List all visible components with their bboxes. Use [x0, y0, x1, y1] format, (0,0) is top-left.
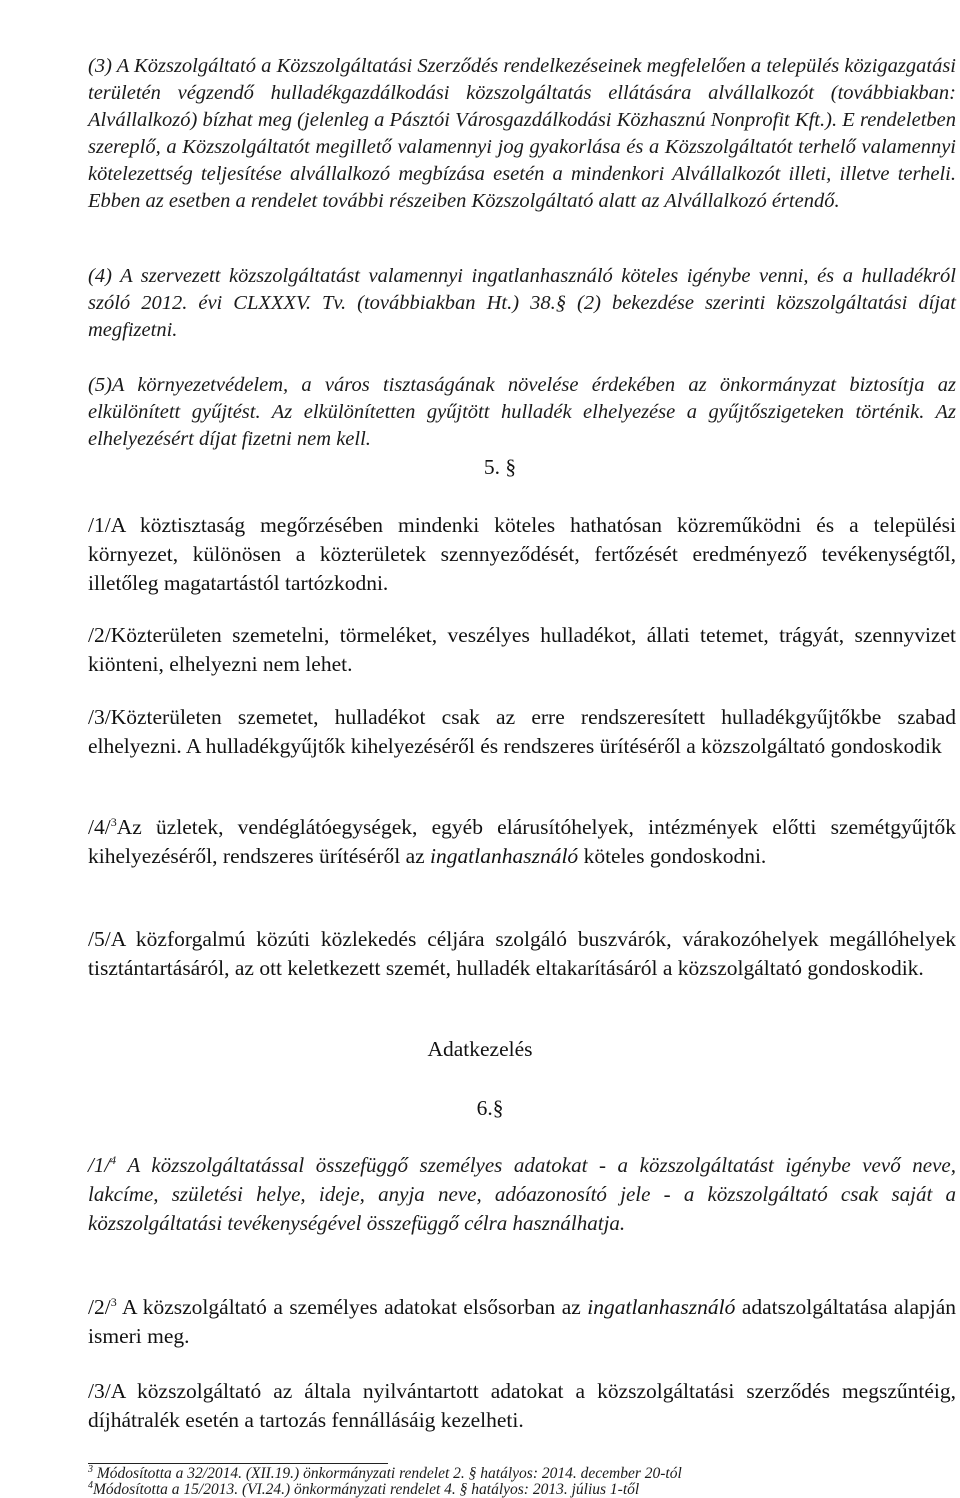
- section-6-paragraph-1-text: A közszolgáltatással összefüggő személyes adatokat - a közszolgáltatást igénybe vevő neve, lakcíme, születési helye, ideje, anyja neve, adóazonosító jele - a közszolgáltató csak saját a közszolgáltatási tevékenységével összefüggő célra használhatja.: [88, 1153, 956, 1235]
- section-6-paragraph-2: [88, 1293, 956, 1351]
- footnote-divider: [88, 1463, 388, 1464]
- paragraph-4-prefix: /4/: [88, 815, 111, 839]
- footnote-4-text: Módosította a 15/2013. (VI.24.) önkormányzati rendelet 4. § hatályos: 2013. július 1-től: [93, 1481, 640, 1498]
- section-5-paragraph-1: /1/A köztisztaság megőrzésében mindenki köteles hathatósan közreműködni és a települési környezet, különösen a közterületek szennyeződését, fertőzését eredményező tevékenységtől, illetőleg magatartástól tartózkodni.: [88, 513, 956, 595]
- section-6-number: 6.§: [476, 1096, 504, 1120]
- section-5-paragraph-3: /3/Közterületen szemetet, hulladékot csak az erre rendszeresített hulladékgyűjtőkbe szabad elhelyezni. A hulladékgyűjtők kihelyezéséről és rendszeres ürítéséről a közszolgáltató gondoskodik: [88, 705, 956, 758]
- paragraph-3: (3) A Közszolgáltató a Közszolgáltatási Szerződés rendelkezéseinek megfelelően a település közigazgatási területén végzendő hulladékgazdálkodási közszolgáltatás ellátására alvállalkozót (továbbiakban: Alvállalkozó) bízhat meg (jelenleg a Pásztói Városgazdálkodási Közhasznú Nonprofit Kft.). E rendeletben szereplő, a Közszolgáltatót megillető valamennyi jog gyakorlása és a Közszolgáltatót terhelő valamennyi kötelezettség teljesítése alvállalkozó megbízása esetén a mindenkori Alvállalkozót illeti, illetve terheli. Ebben az esetben a rendelet további részeiben Közszolgáltató alatt az Alvállalkozó értendő.: [88, 55, 956, 212]
- footnote-3-mark: 3: [88, 1463, 93, 1475]
- section-6-paragraph-2-emphasis: ingatlanhasználó: [587, 1295, 736, 1319]
- footnote-ref-4: 4: [110, 1153, 117, 1167]
- section-6-paragraph-1: [88, 1151, 956, 1238]
- section-5-paragraph-2: /2/Közterületen szemetelni, törmeléket, veszélyes hulladékot, állati tetemet, trágyát, szennyvizet kiönteni, elhelyezni nem lehet.: [88, 623, 956, 676]
- footnote-ref-3b: 3: [110, 1294, 117, 1309]
- paragraph-5: (5)A környezetvédelem, a város tisztaságának növelése érdekében az önkormányzat biztosítja az elkülönített gyűjtést. Az elkülönítetten gyűjtött hulladék elhelyezése a gyűjtőszigeteken történik. Az elhelyezésért díjat fizetni nem kell.: [88, 374, 956, 450]
- footnote-4: [88, 1481, 956, 1498]
- section-6-paragraph-2-prefix: /2/: [88, 1295, 111, 1319]
- section-6-paragraph-3: /3/A közszolgáltató az általa nyilvántartott adatokat a közszolgáltatási szerződés megszűntéig, díjhátralék esetén a tartozás fennállásáig kezelheti.: [88, 1379, 956, 1432]
- footnote-3-text: Módosította a 32/2014. (XII.19.) önkormányzati rendelet 2. § hatályos: 2014. december 20-tól: [96, 1465, 682, 1482]
- section-5-paragraph-4: [88, 813, 956, 871]
- section-5-number: 5. §: [483, 455, 517, 479]
- paragraph-4-text-b: köteles gondoskodni.: [578, 844, 767, 868]
- paragraph-4-emphasis: ingatlanhasználó: [430, 844, 579, 868]
- footnote-4-mark: 4: [88, 1479, 93, 1491]
- section-heading: Adatkezelés: [427, 1037, 533, 1061]
- section-6-paragraph-1-prefix: /1/: [88, 1153, 111, 1177]
- paragraph-4: (4) A szervezett közszolgáltatást valamennyi ingatlanhasználó köteles igénybe venni, és a hulladékról szóló 2012. évi CLXXXV. Tv. (továbbiakban Ht.) 38.§ (2) bekezdése szerinti közszolgáltatási díjat megfizetni.: [88, 265, 956, 341]
- section-6-paragraph-2-text-b: adatszolgáltatása alapján ismeri meg.: [88, 1295, 956, 1348]
- footnote-ref-3: 3: [110, 814, 117, 829]
- footnote-3: [88, 1465, 956, 1482]
- section-6-paragraph-2-text-a: A közszolgáltató a személyes adatokat elsősorban az: [116, 1295, 588, 1319]
- section-5-paragraph-5: /5/A közforgalmú közúti közlekedés céljára szolgáló buszvárók, várakozóhelyek megállóhelyek tisztántartásáról, az ott keletkezett szemét, hulladék eltakarításáról a közszolgáltató gondoskodik.: [88, 927, 956, 980]
- paragraph-4-text-a: Az üzletek, vendéglátóegységek, egyéb elárusítóhelyek, intézmények előtti szemétgyűjtők kihelyezéséről, rendszeres ürítéséről az: [88, 815, 956, 868]
